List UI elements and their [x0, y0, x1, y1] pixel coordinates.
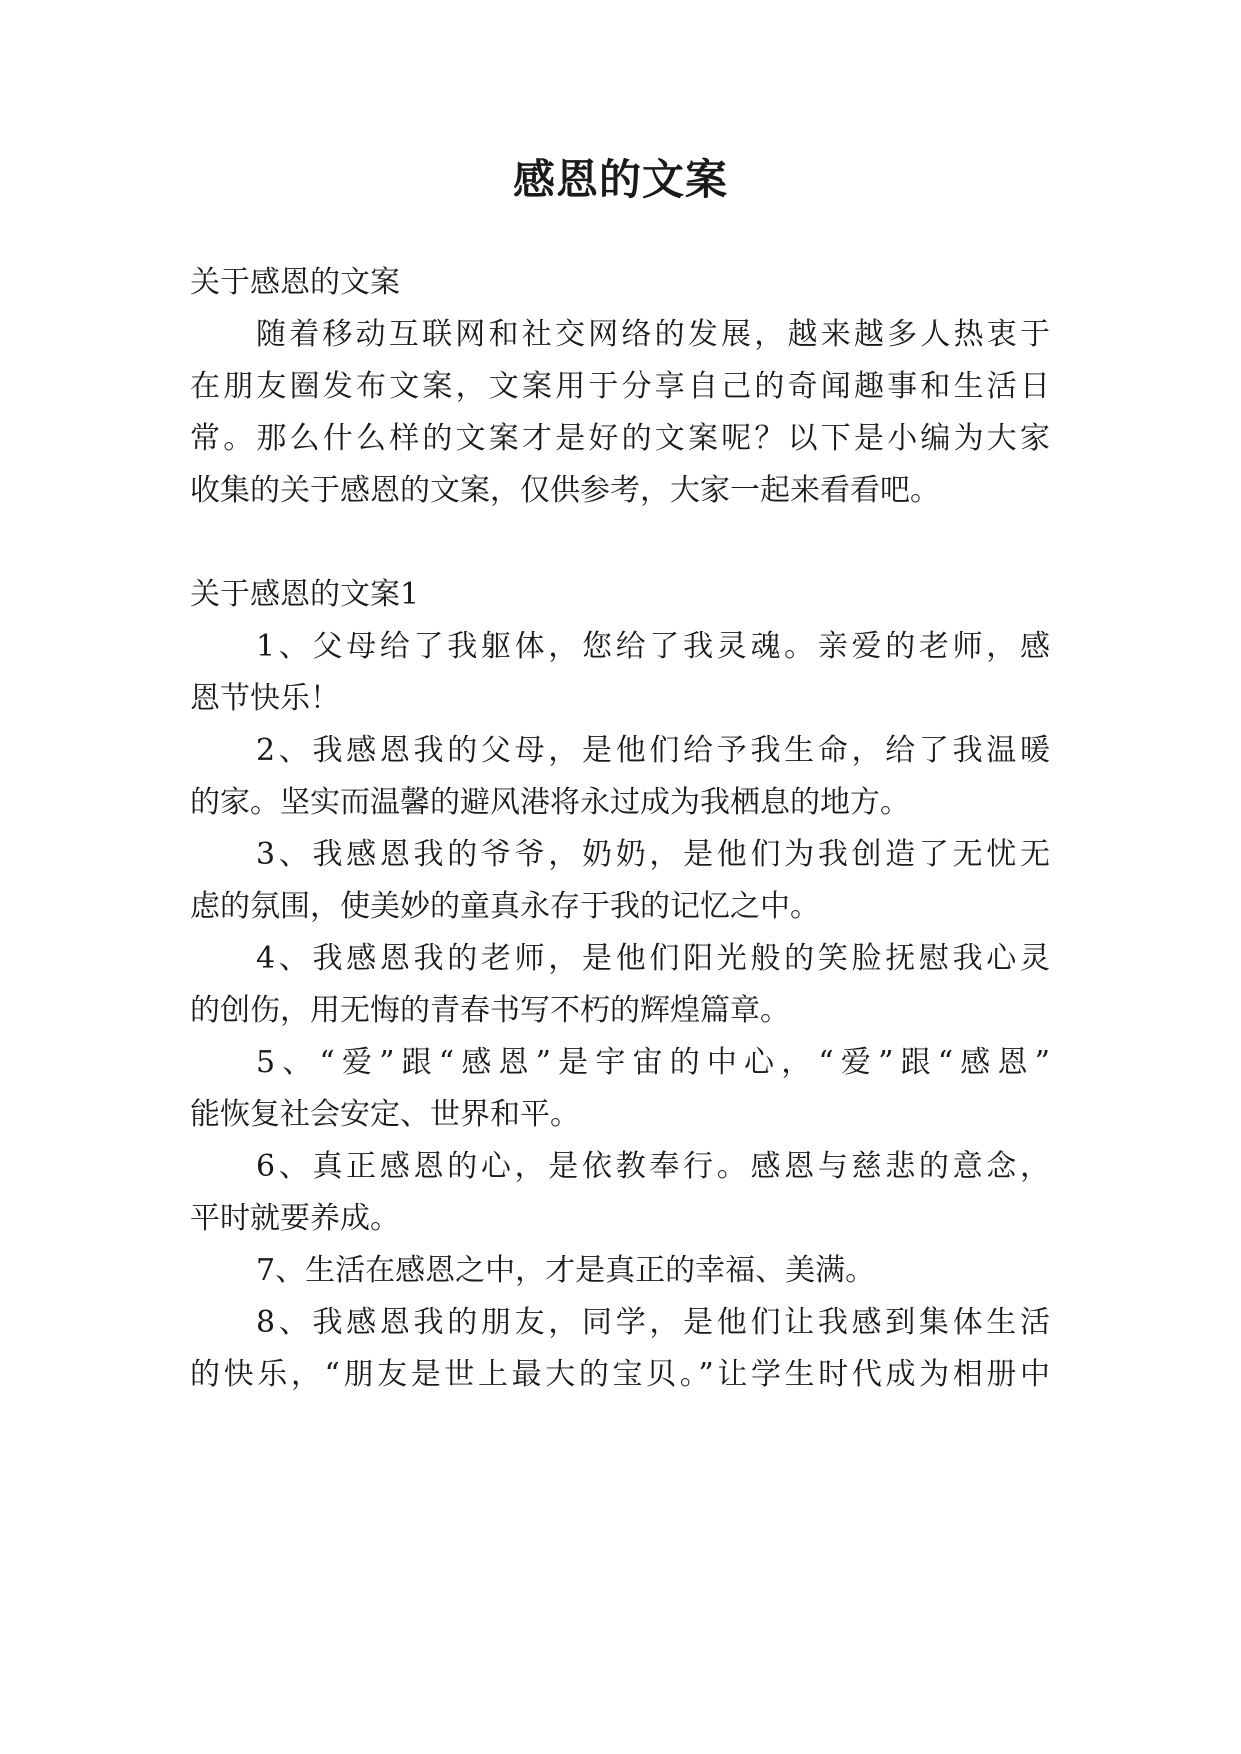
list-item-line: 5、“爱”跟“感恩”是宇宙的中心，“爱”跟“感恩” [256, 1045, 1050, 1080]
list-item-line: 1、父母给了我躯体，您给了我灵魂。亲爱的老师，感 [256, 629, 1050, 664]
list-item-line: 2、我感恩我的父母，是他们给予我生命，给了我温暖 [256, 733, 1050, 768]
list-item-line: 的创伤，用无悔的青春书写不朽的辉煌篇章。 [190, 993, 790, 1028]
list-item-line: 6、真正感恩的心，是依教奉行。感恩与慈悲的意念， [256, 1149, 1050, 1184]
list-item-line: 虑的氛围，使美妙的童真永存于我的记忆之中。 [190, 889, 820, 924]
list-item-line: 平时就要养成。 [190, 1201, 400, 1236]
intro-line: 收集的关于感恩的文案，仅供参考，大家一起来看看吧。 [190, 473, 940, 508]
list-item-line: 的快乐，“朋友是世上最大的宝贝。”让学生时代成为相册中 [190, 1357, 1050, 1392]
document-title: 感恩的文案 [512, 155, 728, 204]
intro-line: 常。那么什么样的文案才是好的文案呢？以下是小编为大家 [190, 421, 1050, 456]
intro-line: 随着移动互联网和社交网络的发展，越来越多人热衷于 [256, 317, 1050, 352]
list-item-line: 3、我感恩我的爷爷，奶奶，是他们为我创造了无忧无 [256, 837, 1050, 872]
intro-heading: 关于感恩的文案 [190, 265, 400, 300]
list-item-line: 4、我感恩我的老师，是他们阳光般的笑脸抚慰我心灵 [256, 941, 1050, 976]
intro-line: 在朋友圈发布文案，文案用于分享自己的奇闻趣事和生活日 [190, 369, 1050, 404]
list-item-line: 7、生活在感恩之中，才是真正的幸福、美满。 [256, 1253, 876, 1288]
section-heading: 关于感恩的文案1 [190, 577, 420, 612]
list-item-line: 能恢复社会安定、世界和平。 [190, 1097, 580, 1132]
list-item-line: 恩节快乐！ [190, 681, 340, 716]
list-item-line: 8、我感恩我的朋友，同学，是他们让我感到集体生活 [256, 1305, 1050, 1340]
list-item-line: 的家。坚实而温馨的避风港将永过成为我栖息的地方。 [190, 785, 910, 820]
